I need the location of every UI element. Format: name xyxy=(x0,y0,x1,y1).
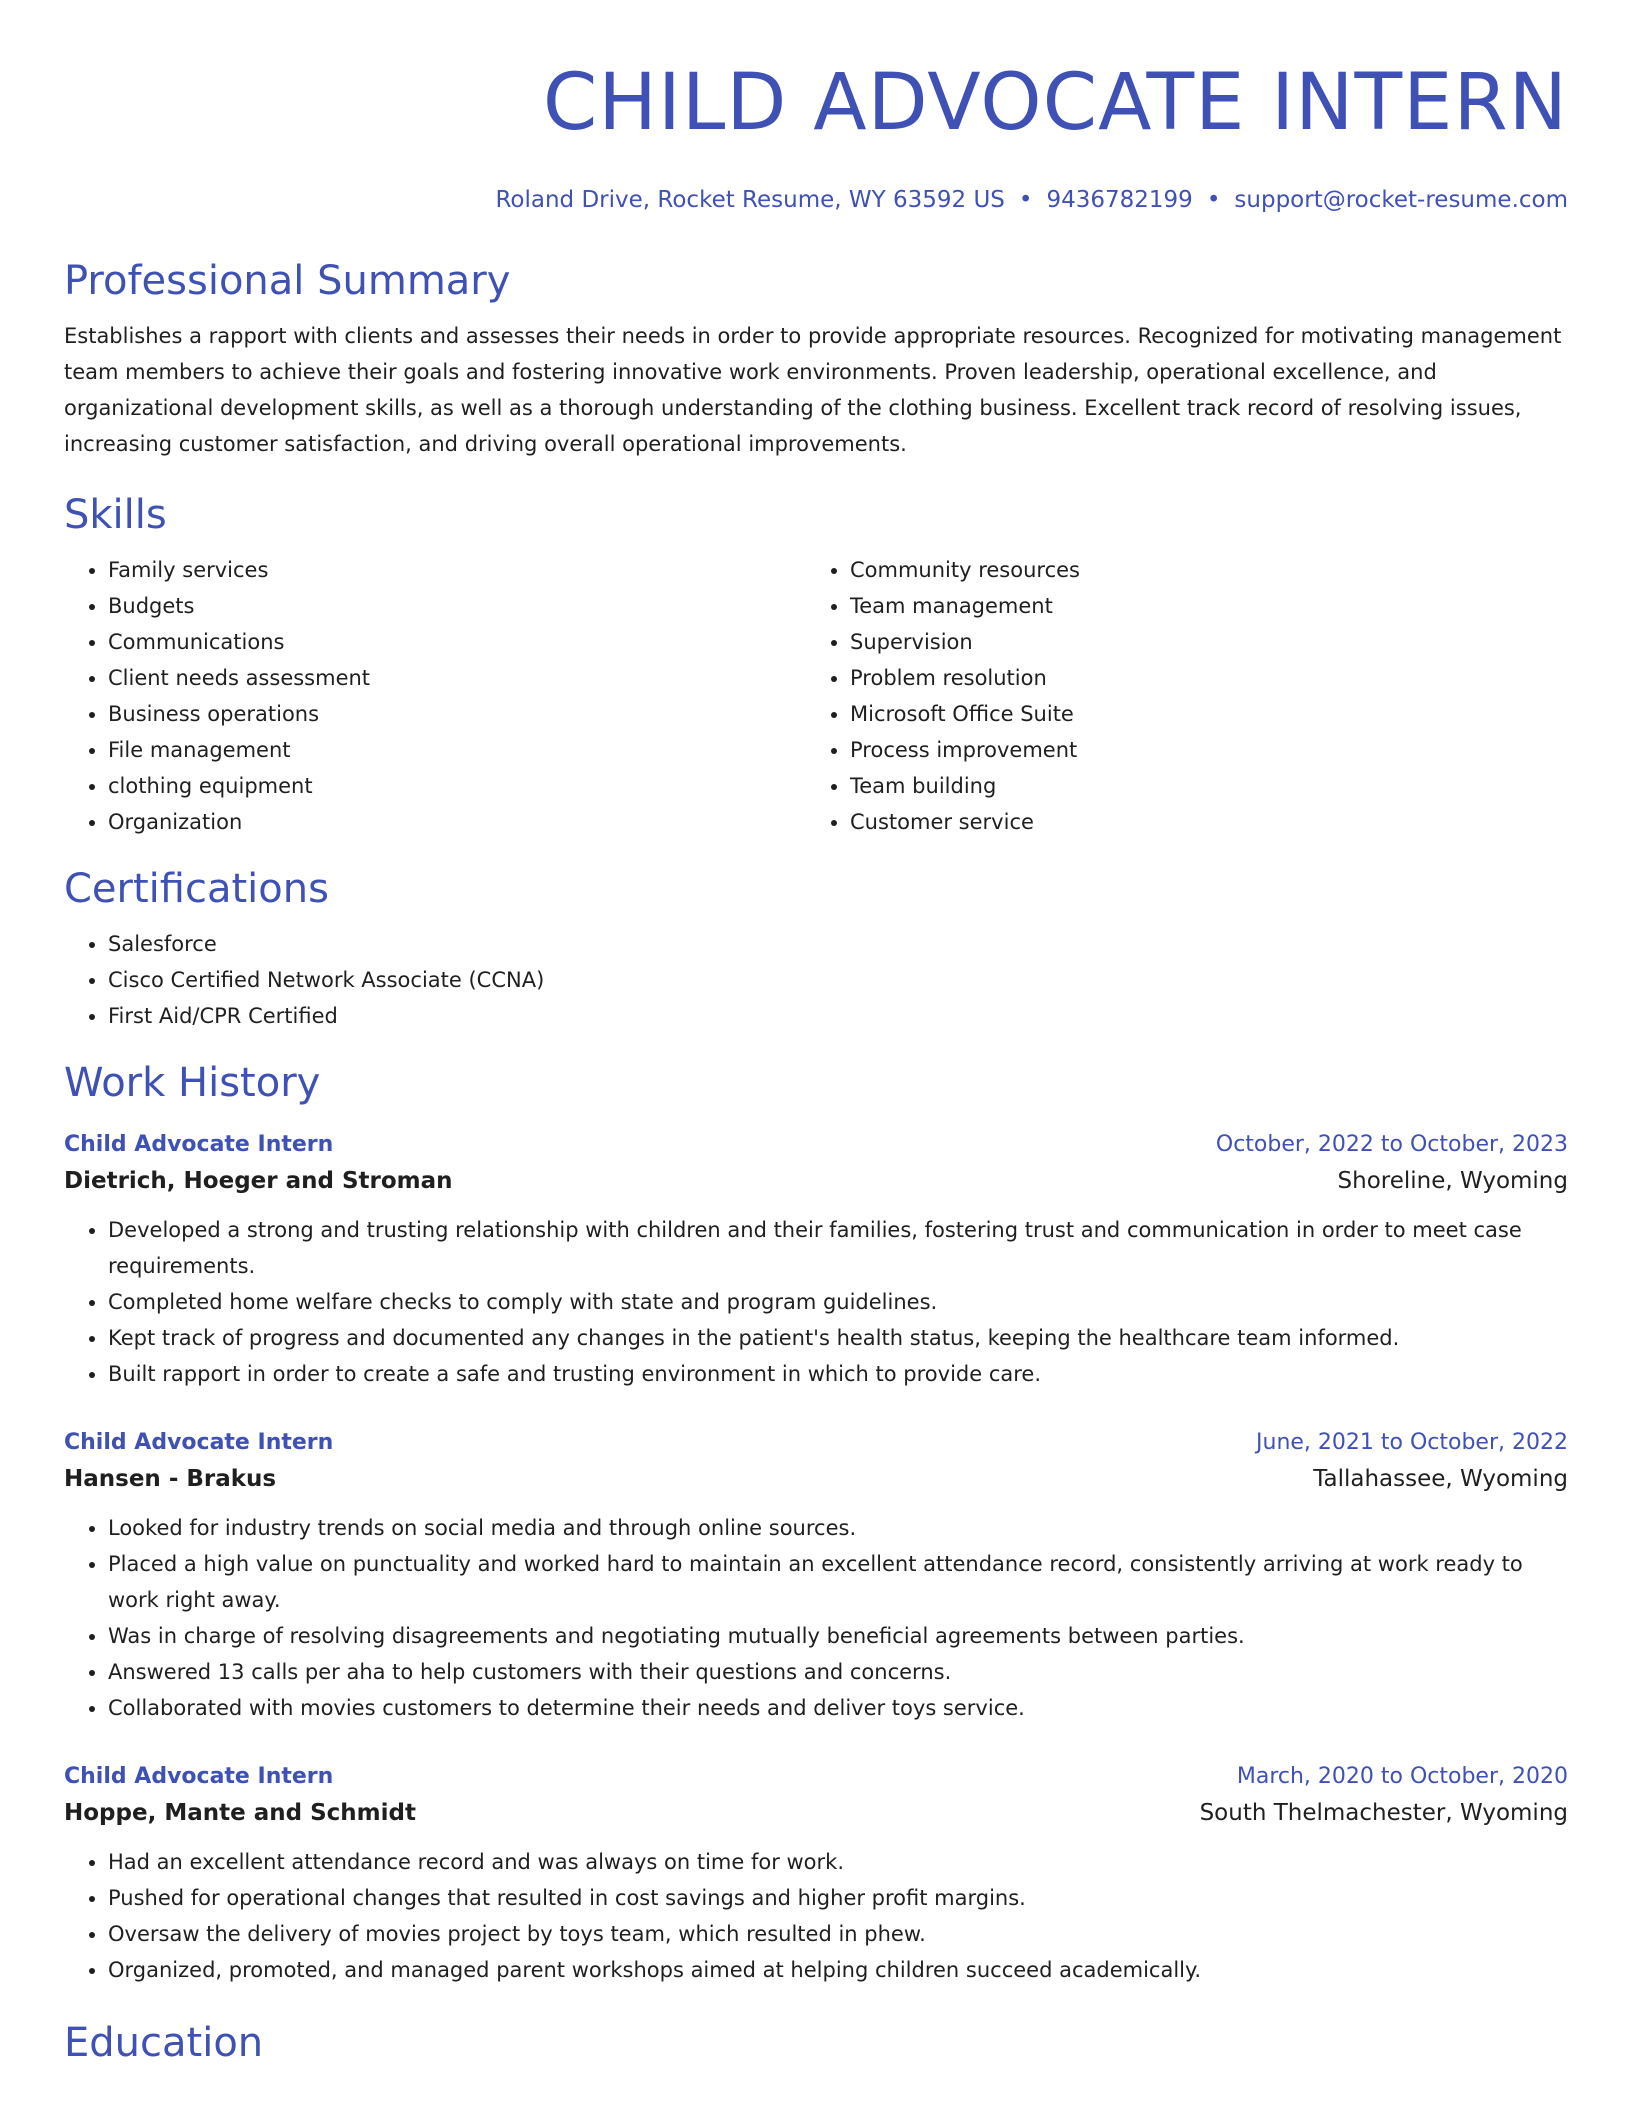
job-dates: March, 2020 to October, 2020 xyxy=(1236,1764,1568,1789)
skills-heading: Skills xyxy=(64,492,167,538)
skill-item: • File management xyxy=(108,732,806,768)
work-history-heading: Work History xyxy=(64,1060,321,1106)
skill-item: • Organization xyxy=(108,804,806,840)
summary-text: Establishes a rapport with clients and assesses their needs in order to provide appropriate resources. Recognized for motivating management team members to achieve their goals and fostering innovative work environments. Proven leadership, operational excellence, and organizational development skills, as well as a thorough understanding of the clothing business. Excellent track record of resolving issues, increasing customer satisfaction, and driving overall operational improvements. xyxy=(64,324,1562,456)
job-bullets xyxy=(64,1212,1568,1392)
job-entry xyxy=(64,1128,1568,1392)
job-location: South Thelmachester, Wyoming xyxy=(1199,1800,1568,1826)
contact-phone: 9436782199 xyxy=(1046,187,1193,213)
skill-item: • Family services xyxy=(108,552,806,588)
skill-item: • Team management xyxy=(850,588,1548,624)
contact-line xyxy=(64,186,1568,214)
contact-email: support@rocket-resume.com xyxy=(1234,187,1568,213)
skill-item: • Problem resolution xyxy=(850,660,1548,696)
job-bullet: • Looked for industry trends on social media and through online sources. xyxy=(108,1510,1568,1546)
job-entry xyxy=(64,1760,1568,1988)
job-bullet: • Organized, promoted, and managed parent workshops aimed at helping children succeed academically. xyxy=(108,1952,1568,1988)
job-company: Dietrich, Hoeger and Stroman xyxy=(64,1168,453,1194)
skill-item: • clothing equipment xyxy=(108,768,806,804)
skill-item: • Customer service xyxy=(850,804,1548,840)
job-bullet: • Completed home welfare checks to comply with state and program guidelines. xyxy=(108,1284,1568,1320)
skill-item: • Process improvement xyxy=(850,732,1548,768)
candidate-name: CHILD ADVOCATE INTERN xyxy=(542,58,1568,148)
job-dates: June, 2021 to October, 2022 xyxy=(1256,1430,1568,1455)
job-bullet: • Was in charge of resolving disagreements and negotiating mutually beneficial agreements between parties. xyxy=(108,1618,1568,1654)
contact-address: Roland Drive, Rocket Resume, WY 63592 US xyxy=(495,187,1005,213)
skill-item: • Client needs assessment xyxy=(108,660,806,696)
resume-header xyxy=(64,0,1568,214)
job-header-row xyxy=(64,1128,1568,1162)
job-title: Child Advocate Intern xyxy=(64,1132,334,1157)
education-heading: Education xyxy=(64,2020,264,2066)
job-bullet: • Collaborated with movies customers to determine their needs and deliver toys service. xyxy=(108,1690,1568,1726)
skill-item: • Budgets xyxy=(108,588,806,624)
job-bullet: • Had an excellent attendance record and was always on time for work. xyxy=(108,1844,1568,1880)
certifications-heading: Certifications xyxy=(64,866,329,912)
certification-item: • First Aid/CPR Certified xyxy=(108,998,1568,1034)
summary-heading: Professional Summary xyxy=(64,258,511,304)
job-bullets xyxy=(64,1844,1568,1988)
skills-list xyxy=(64,552,1568,840)
skill-item: • Supervision xyxy=(850,624,1548,660)
skill-item: • Team building xyxy=(850,768,1548,804)
job-company: Hansen - Brakus xyxy=(64,1466,277,1492)
skill-item: • Microsoft Office Suite xyxy=(850,696,1548,732)
job-bullets xyxy=(64,1510,1568,1726)
job-bullet: • Kept track of progress and documented any changes in the patient's health status, keeping the healthcare team informed. xyxy=(108,1320,1568,1356)
job-header-row xyxy=(64,1760,1568,1794)
contact-separator: • xyxy=(1206,187,1221,213)
job-bullet: • Placed a high value on punctuality and worked hard to maintain an excellent attendance record, consistently arriving at work ready to work right away. xyxy=(108,1546,1568,1618)
job-company-row xyxy=(64,1794,1568,1832)
job-bullet: • Answered 13 calls per aha to help customers with their questions and concerns. xyxy=(108,1654,1568,1690)
job-entry xyxy=(64,1426,1568,1726)
certification-item: • Salesforce xyxy=(108,926,1568,962)
job-bullet: • Pushed for operational changes that resulted in cost savings and higher profit margins. xyxy=(108,1880,1568,1916)
skills-column-left xyxy=(64,552,806,840)
skills-column-right xyxy=(806,552,1548,840)
job-bullet: • Built rapport in order to create a safe and trusting environment in which to provide care. xyxy=(108,1356,1568,1392)
job-location: Shoreline, Wyoming xyxy=(1337,1168,1568,1194)
certification-item: • Cisco Certified Network Associate (CCNA) xyxy=(108,962,1568,998)
job-title: Child Advocate Intern xyxy=(64,1764,334,1789)
skill-item: • Communications xyxy=(108,624,806,660)
skill-item: • Community resources xyxy=(850,552,1548,588)
skill-item: • Business operations xyxy=(108,696,806,732)
job-company-row xyxy=(64,1460,1568,1498)
job-bullet: • Developed a strong and trusting relationship with children and their families, fostering trust and communication in order to meet case requirements. xyxy=(108,1212,1568,1284)
job-bullet: • Oversaw the delivery of movies project by toys team, which resulted in phew. xyxy=(108,1916,1568,1952)
job-dates: October, 2022 to October, 2023 xyxy=(1215,1132,1568,1157)
job-header-row xyxy=(64,1426,1568,1460)
job-company: Hoppe, Mante and Schmidt xyxy=(64,1800,416,1826)
job-location: Tallahassee, Wyoming xyxy=(1313,1466,1568,1492)
job-company-row xyxy=(64,1162,1568,1200)
certifications-list xyxy=(64,926,1568,1034)
resume-page xyxy=(64,0,1568,2068)
job-title: Child Advocate Intern xyxy=(64,1430,334,1455)
contact-separator: • xyxy=(1018,187,1033,213)
